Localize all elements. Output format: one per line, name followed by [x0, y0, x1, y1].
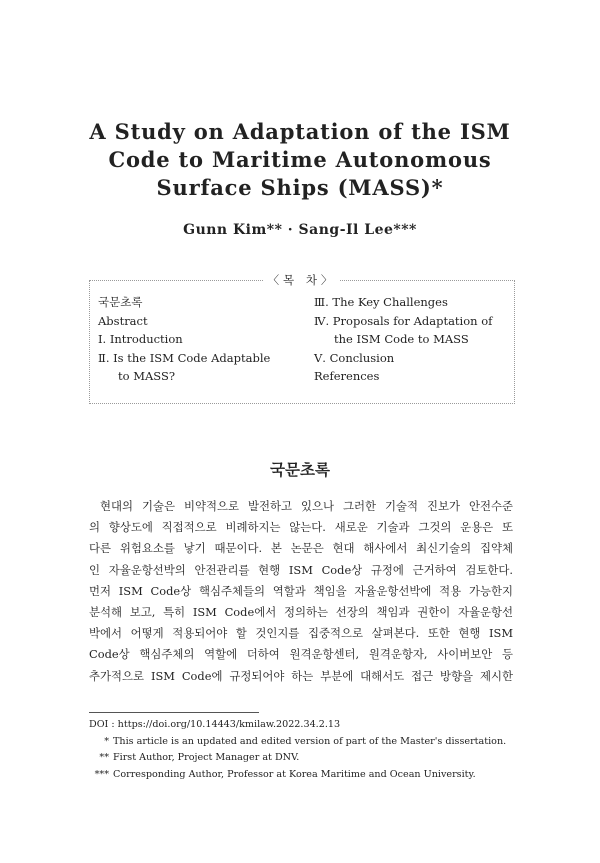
abstract-body: [89, 496, 513, 687]
abstract-line: 현대의 기술은 비약적으로 발전하고 있으나 그러한 기술적 진보가 안전수준: [100, 499, 513, 513]
section-heading-korean-abstract: 국문초록: [270, 461, 330, 479]
paper-title: [60, 118, 540, 202]
toc-item[interactable]: Ⅳ. Proposals for Adaptation of: [314, 313, 493, 328]
toc-item[interactable]: Ⅰ. Introduction: [98, 332, 183, 347]
title-line-1: A Study on Adaptation of the ISM: [89, 119, 511, 144]
toc-item[interactable]: Ⅱ. Is the ISM Code Adaptable: [98, 350, 271, 365]
footnote-mark: ***: [94, 768, 109, 780]
footnote-text: First Author, Project Manager at DNV.: [113, 752, 300, 763]
footnotes: [89, 717, 529, 783]
toc-item[interactable]: Abstract: [98, 313, 148, 328]
footnote-mark: **: [99, 752, 109, 763]
toc-item[interactable]: Ⅲ. The Key Challenges: [314, 295, 448, 309]
toc-item[interactable]: References: [314, 369, 380, 384]
toc-item[interactable]: Ⅴ. Conclusion: [314, 350, 395, 365]
footnote-2: [89, 750, 529, 767]
toc-item-continued[interactable]: the ISM Code to MASS: [334, 332, 469, 347]
footnote-1: [89, 734, 529, 751]
toc-item[interactable]: 국문초록: [98, 295, 143, 309]
toc-heading-label: 〈목 차〉: [264, 273, 341, 287]
toc-item-continued[interactable]: to MASS?: [118, 369, 176, 384]
author-list: Gunn Kim** · Sang-Il Lee***: [183, 222, 417, 238]
footnote-mark: *: [104, 735, 109, 747]
title-line-2: Code to Maritime Autonomous: [108, 147, 492, 172]
abstract-line: 추가적으로 ISM Code에 규정되어야 하는 부분에 대해서도 접근 방향을 제시한: [89, 668, 513, 683]
abstract-line: 박에서 어떻게 적용되어야 할 것인지를 집중적으로 살펴본다. 또한 현행 ISM: [89, 626, 513, 641]
abstract-line: 다른 위험요소를 낳기 때문이다. 본 논문은 현대 해사에서 최신기술의 집약체: [89, 541, 513, 556]
footnote-text: This article is an updated and edited version of part of the Master's dissertation.: [113, 735, 507, 747]
title-line-3: Surface Ships (MASS)*: [156, 175, 444, 200]
table-of-contents: [89, 273, 515, 404]
abstract-line: Code상 핵심주체의 역할에 더하여 원격운항센터, 원격운항자, 사이버보안 등: [89, 647, 513, 662]
footnote-text: Corresponding Author, Professor at Korea Maritime and Ocean University.: [113, 768, 476, 780]
abstract-line: 분석해 보고, 특히 ISM Code에서 정의하는 선장의 책임과 권한이 자율운항선: [89, 605, 513, 620]
toc-right-column: [314, 293, 510, 386]
abstract-line: 먼저 ISM Code상 핵심주체들의 역할과 책임을 자율운항선박에 적용 가능한지: [89, 583, 513, 598]
footnote-3: [89, 767, 529, 784]
toc-heading: [90, 272, 514, 288]
abstract-line: 인 자율운항선박의 안전관리를 현행 ISM Code상 규정에 근거하여 검토한다.: [89, 562, 513, 577]
footnote-divider: [89, 712, 259, 713]
abstract-line: 의 향상도에 직접적으로 비례하지는 않는다. 새로운 기술과 그것의 운용은 또: [89, 520, 513, 535]
toc-left-column: [98, 293, 298, 386]
doi-link[interactable]: DOI : https://doi.org/10.14443/kmilaw.2022.34.2.13: [89, 719, 341, 730]
